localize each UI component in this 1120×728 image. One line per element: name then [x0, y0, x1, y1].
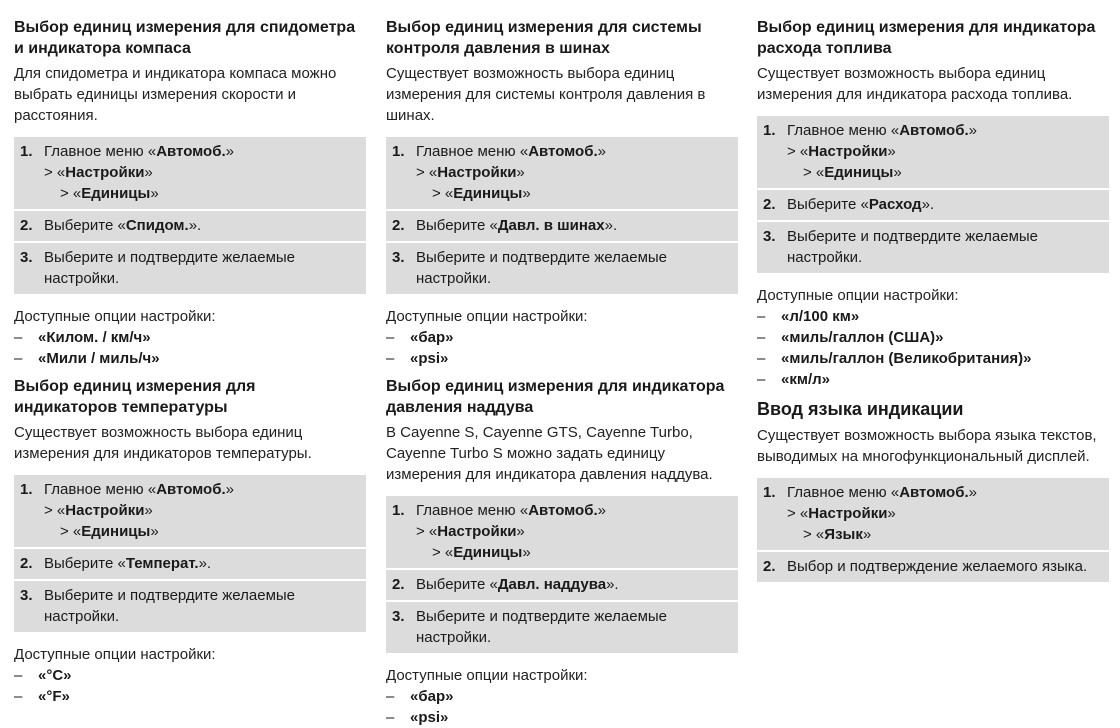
- section-title: [386, 376, 738, 418]
- dash-bullet: –: [14, 667, 23, 684]
- menu-path-settings: > «Настройки»: [787, 505, 896, 522]
- section-title-line-1: Выбор единиц измерения для индикатора: [386, 378, 725, 395]
- step-text: [44, 479, 360, 542]
- option-item: [14, 665, 366, 686]
- step-2: [386, 570, 738, 600]
- options-list: [14, 327, 366, 369]
- step-number: 2.: [763, 196, 776, 213]
- step-text: Выберите «Спидом.».: [44, 217, 202, 234]
- step-3: [757, 222, 1109, 273]
- options-label: Доступные опции настройки:: [757, 287, 959, 304]
- section-title-line-2: и индикатора компаса: [14, 40, 191, 57]
- section-title-line-1: Выбор единиц измерения для системы: [386, 19, 702, 36]
- option-value: «л/100 км»: [781, 308, 860, 325]
- options-list: [386, 686, 738, 728]
- step-text: [787, 482, 1103, 545]
- step-text: Выбор и подтверждение желаемого языка.: [787, 558, 1088, 575]
- section: [14, 369, 366, 707]
- step-list: [386, 137, 738, 294]
- section-title: Ввод языка индикации: [757, 399, 964, 419]
- section: [757, 0, 1109, 390]
- step-list: [14, 137, 366, 294]
- section-language: [757, 390, 1109, 582]
- step-2: [14, 211, 366, 241]
- section-title-line-2: расхода топлива: [757, 40, 892, 57]
- section-description: Для спидометра и индикатора компаса можно выбрать единицы измерения скорости и расстояния.: [14, 65, 337, 124]
- step-number: 3.: [392, 249, 405, 266]
- menu-path-settings: > «Настройки»: [787, 143, 896, 160]
- menu-path-settings: > «Настройки»: [416, 523, 525, 540]
- option-value: «psi»: [410, 709, 449, 726]
- step-2: [386, 211, 738, 241]
- dash-bullet: –: [14, 350, 23, 367]
- step-number: 1.: [763, 122, 776, 139]
- menu-path-settings: > «Настройки»: [44, 164, 153, 181]
- step-text: Выберите и подтвердите желаемые настройки.: [416, 608, 668, 646]
- section-description: В Cayenne S, Cayenne GTS, Cayenne Turbo, Cayenne Turbo S можно задать единицу измерения для индикатора давления наддува.: [386, 424, 713, 483]
- section-title-line-1: Выбор единиц измерения для: [14, 378, 256, 395]
- option-item: [386, 327, 738, 348]
- menu-path-units: > «Единицы»: [432, 544, 531, 561]
- option-value: «миль/галлон (США)»: [781, 329, 944, 346]
- option-value: «°F»: [38, 688, 70, 705]
- step-1: [386, 137, 738, 209]
- step-3: [386, 243, 738, 294]
- options-label: Доступные опции настройки:: [386, 308, 588, 325]
- section-title-line-1: Выбор единиц измерения для индикатора: [757, 19, 1096, 36]
- option-value: «бар»: [410, 329, 454, 346]
- option-value: «Мили / миль/ч»: [38, 350, 160, 367]
- step-list: [14, 475, 366, 632]
- step-2: [14, 549, 366, 579]
- options-list: [757, 306, 1109, 390]
- step-number: 3.: [20, 587, 33, 604]
- section-title-line-2: контроля давления в шинах: [386, 40, 610, 57]
- step-3: [14, 581, 366, 632]
- step-text: Выберите «Давл. наддува».: [416, 576, 619, 593]
- step-text: Выберите и подтвердите желаемые настройки.: [44, 587, 296, 625]
- option-item: [386, 707, 738, 728]
- step-text: Выберите и подтвердите желаемые настройки.: [44, 249, 296, 287]
- option-item: [14, 327, 366, 348]
- step-number: 3.: [763, 228, 776, 245]
- dash-bullet: –: [386, 709, 395, 726]
- options-label: Доступные опции настройки:: [14, 646, 216, 663]
- option-item: [757, 348, 1109, 369]
- step-number: 1.: [392, 502, 405, 519]
- section-description: Существует возможность выбора единиц измерения для индикаторов температуры.: [14, 424, 312, 462]
- step-3: [386, 602, 738, 653]
- section-description: Существует возможность выбора языка текстов, выводимых на многофункциональный дисплей.: [757, 427, 1097, 465]
- options-label: Доступные опции настройки:: [386, 667, 588, 684]
- step-text: Выберите и подтвердите желаемые настройки.: [416, 249, 668, 287]
- step-number: 3.: [392, 608, 405, 625]
- section: [386, 0, 738, 369]
- step-number: 2.: [392, 217, 405, 234]
- option-value: «км/л»: [781, 371, 830, 388]
- step-number: 2.: [392, 576, 405, 593]
- column-left: [14, 0, 366, 707]
- step-text: [416, 141, 732, 204]
- section-description: Существует возможность выбора единиц измерения для индикатора расхода топлива.: [757, 65, 1073, 103]
- section: [386, 369, 738, 728]
- menu-path-main: Главное меню «Автомоб.»: [787, 122, 977, 139]
- dash-bullet: –: [757, 350, 766, 367]
- step-list: [757, 116, 1109, 273]
- option-item: [757, 369, 1109, 390]
- option-item: [386, 348, 738, 369]
- section-title: [386, 17, 738, 59]
- menu-path-main: Главное меню «Автомоб.»: [416, 143, 606, 160]
- section-title: [757, 17, 1109, 59]
- menu-path-main: Главное меню «Автомоб.»: [44, 481, 234, 498]
- dash-bullet: –: [386, 350, 395, 367]
- step-text: Выберите «Расход».: [787, 196, 935, 213]
- step-text: [44, 141, 360, 204]
- step-1: [386, 496, 738, 568]
- menu-path-units: > «Единицы»: [60, 185, 159, 202]
- section-title-line-2: индикаторов температуры: [14, 399, 228, 416]
- step-list: [757, 478, 1109, 582]
- dash-bullet: –: [386, 329, 395, 346]
- step-1: [757, 478, 1109, 550]
- section-title-line-1: Выбор единиц измерения для спидометра: [14, 19, 356, 36]
- option-value: «Килом. / км/ч»: [38, 329, 151, 346]
- step-number: 3.: [20, 249, 33, 266]
- dash-bullet: –: [757, 308, 766, 325]
- menu-path-main: Главное меню «Автомоб.»: [416, 502, 606, 519]
- menu-path-units: > «Единицы»: [60, 523, 159, 540]
- step-1: [757, 116, 1109, 188]
- step-text: Выберите и подтвердите желаемые настройки.: [787, 228, 1039, 266]
- option-item: [14, 348, 366, 369]
- menu-path-main: Главное меню «Автомоб.»: [44, 143, 234, 160]
- step-list: [386, 496, 738, 653]
- dash-bullet: –: [386, 688, 395, 705]
- options-list: [386, 327, 738, 369]
- step-number: 1.: [763, 484, 776, 501]
- menu-path-settings: > «Настройки»: [44, 502, 153, 519]
- step-number: 1.: [392, 143, 405, 160]
- option-value: «psi»: [410, 350, 449, 367]
- section: [14, 0, 366, 369]
- step-2: [757, 190, 1109, 220]
- menu-path-units: > «Единицы»: [432, 185, 531, 202]
- column-middle: [386, 0, 738, 728]
- step-text: [416, 500, 732, 563]
- step-text: Выберите «Температ.».: [44, 555, 212, 572]
- step-text: Выберите «Давл. в шинах».: [416, 217, 618, 234]
- section-title: [14, 376, 366, 418]
- section-title-line-2: давления наддува: [386, 399, 534, 416]
- step-number: 2.: [20, 217, 33, 234]
- option-item: [14, 686, 366, 707]
- step-number: 2.: [20, 555, 33, 572]
- step-number: 1.: [20, 143, 33, 160]
- section-title: [14, 17, 366, 59]
- option-item: [757, 306, 1109, 327]
- option-item: [386, 686, 738, 707]
- step-number: 1.: [20, 481, 33, 498]
- dash-bullet: –: [14, 688, 23, 705]
- menu-path-language: > «Язык»: [803, 526, 872, 543]
- step-text: [787, 120, 1103, 183]
- option-item: [757, 327, 1109, 348]
- dash-bullet: –: [14, 329, 23, 346]
- dash-bullet: –: [757, 371, 766, 388]
- options-list: [14, 665, 366, 707]
- menu-path-main: Главное меню «Автомоб.»: [787, 484, 977, 501]
- step-1: [14, 137, 366, 209]
- menu-path-units: > «Единицы»: [803, 164, 902, 181]
- option-value: «миль/галлон (Великобритания)»: [781, 350, 1032, 367]
- dash-bullet: –: [757, 329, 766, 346]
- step-1: [14, 475, 366, 547]
- section-description: Существует возможность выбора единиц измерения для системы контроля давления в шинах.: [386, 65, 706, 124]
- step-3: [14, 243, 366, 294]
- column-right: [757, 0, 1109, 594]
- step-number: 2.: [763, 558, 776, 575]
- menu-path-settings: > «Настройки»: [416, 164, 525, 181]
- option-value: «°C»: [38, 667, 72, 684]
- step-2: [757, 552, 1109, 582]
- option-value: «бар»: [410, 688, 454, 705]
- options-label: Доступные опции настройки:: [14, 308, 216, 325]
